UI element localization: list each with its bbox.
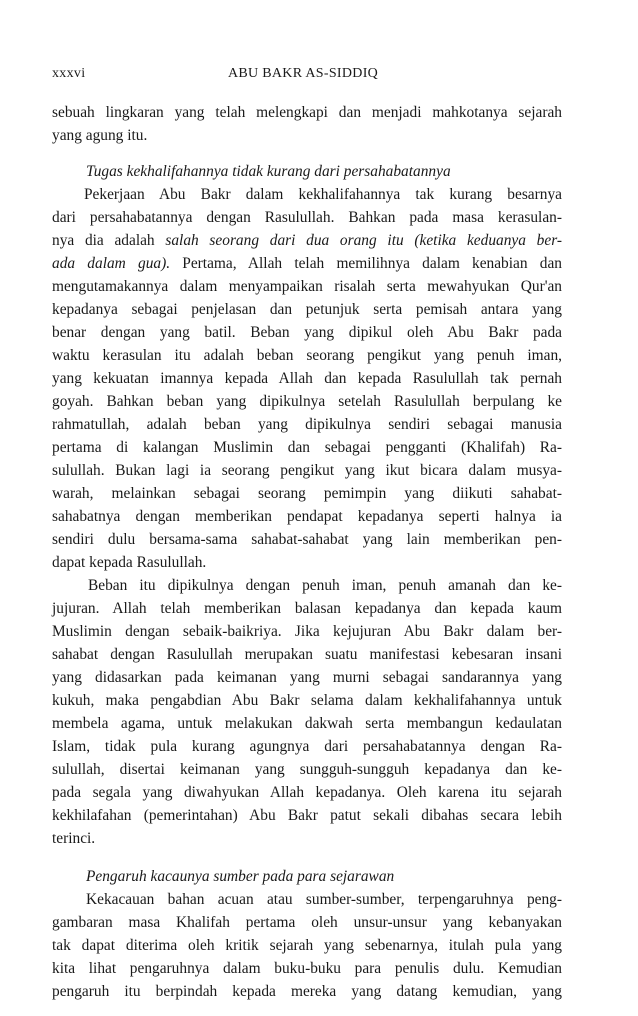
text-line: sahabat dengan Rasulullah merupakan suatu manifestasi kebesaran insani xyxy=(52,646,562,663)
text-line: dapat kepada Rasulullah. xyxy=(52,554,207,571)
text-line: warah, melainkan sebagai seorang pemimpin yang diikuti sahabat- xyxy=(52,485,562,502)
text-line: kita lihat pengaruhnya dalam buku-buku para penulis dulu. Kemudian xyxy=(52,960,562,977)
text-line: sulullah. Bukan lagi ia seorang pengikut yang ikut bicara dalam musya- xyxy=(52,462,562,479)
text-line: waktu kerasulan itu adalah beban seorang pengikut yang penuh iman, xyxy=(52,347,562,364)
text-line: Muslimin dengan sebaik-baikriya. Jika kejujuran Abu Bakr dalam ber- xyxy=(52,623,562,640)
text-span: nya dia adalah xyxy=(52,232,166,249)
text-line xyxy=(52,232,562,254)
text-line: goyah. Bahkan beban yang dipikulnya setelah Rasulullah berpulang ke xyxy=(52,393,562,410)
text-line: pengaruh itu berpindah kepada mereka yang datang kemudian, yang xyxy=(52,983,562,1000)
section-heading: Tugas kekhalifahannya tidak kurang dari persahabatannya xyxy=(86,163,451,180)
quote-span: ada dalam gua). xyxy=(52,255,171,272)
text-span: Pertama, Allah telah memilihnya dalam kenabian dan xyxy=(170,255,562,272)
text-line: Islam, tidak pula kurang agungnya dari persahabatannya dengan Ra- xyxy=(52,738,562,755)
text-line: benar dengan yang batil. Beban yang dipikul oleh Abu Bakr pada xyxy=(52,324,562,341)
text-line: jujuran. Allah telah memberikan balasan kepadanya dan kepada kaum xyxy=(52,600,562,617)
quote-span: salah seorang dari dua orang itu (ketika keduanya ber- xyxy=(165,232,563,249)
text-line: tak dapat diterima oleh kritik sejarah yang sebenarnya, itulah pula yang xyxy=(52,937,562,954)
section-heading: Pengaruh kacaunya sumber pada para sejarawan xyxy=(86,868,395,885)
text-line: pada segala yang diwahyukan Allah kepadanya. Oleh karena itu sejarah xyxy=(52,784,562,801)
page-header xyxy=(52,66,562,86)
text-line: yang kekuatan imannya kepada Allah dan kepada Rasulullah tak pernah xyxy=(52,370,562,387)
text-line: rahmatullah, adalah beban yang dipikulnya sendiri sebagai manusia xyxy=(52,416,562,433)
text-line: sebuah lingkaran yang telah melengkapi dan menjadi mahkotanya sejarah xyxy=(52,104,562,121)
text-line: kukuh, maka pengabdian Abu Bakr selama dalam kekhalifahannya untuk xyxy=(52,692,562,709)
text-line: membela agama, untuk melakukan dakwah serta membangun kedaulatan xyxy=(52,715,562,732)
running-title: ABU BAKR AS-SIDDIQ xyxy=(228,66,379,81)
text-line: gambaran masa Khalifah pertama oleh unsur-unsur yang kebanyakan xyxy=(52,914,562,931)
text-line: yang didasarkan pada keimanan yang murni sebagai sandarannya yang xyxy=(52,669,562,686)
text-line: sahabatnya dengan memberikan pendapat kepadanya seperti halnya ia xyxy=(52,508,562,525)
text-line: terinci. xyxy=(52,830,96,847)
text-line: mengutamakannya dalam menyampaikan risalah serta mewahyukan Qur'an xyxy=(52,278,562,295)
text-line: pertama di kalangan Muslimin dan sebagai pengganti (Khalifah) Ra- xyxy=(52,439,562,456)
text-line: Kekacauan bahan acuan atau sumber-sumber, terpengaruhnya peng- xyxy=(86,891,562,908)
page-number: xxxvi xyxy=(52,66,86,81)
text-line: yang agung itu. xyxy=(52,127,148,144)
text-line: Pekerjaan Abu Bakr dalam kekhalifahannya tak kurang besarnya xyxy=(84,186,562,203)
text-line: Beban itu dipikulnya dengan penuh iman, penuh amanah dan ke- xyxy=(88,577,562,594)
text-line: dari persahabatannya dengan Rasulullah. Bahkan pada masa kerasulan- xyxy=(52,209,562,226)
text-line: kepadanya sebagai penjelasan dan petunjuk serta pemisah antara yang xyxy=(52,301,562,318)
text-line: kekhilafahan (pemerintahan) Abu Bakr patut sekali dibahas secara lebih xyxy=(52,807,562,824)
text-line: sendiri dulu bersama-sama sahabat-sahabat yang lain memberikan pen- xyxy=(52,531,562,548)
text-line: sulullah, disertai keimanan yang sungguh-sungguh kepadanya dan ke- xyxy=(52,761,562,778)
text-line xyxy=(52,255,562,277)
